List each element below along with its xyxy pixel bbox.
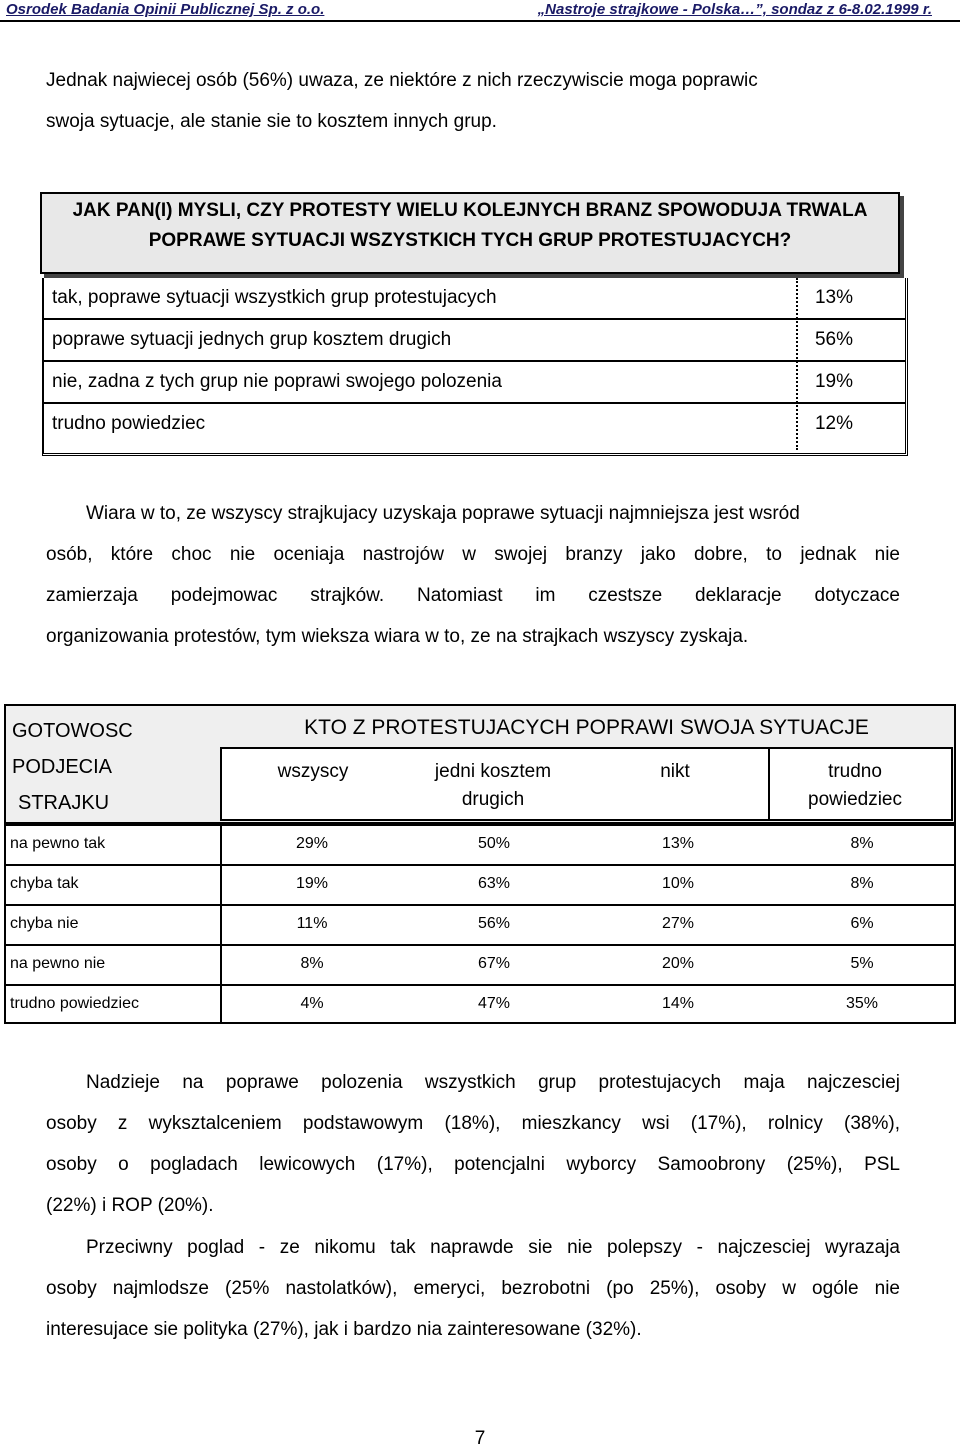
row-label: chyba tak	[10, 875, 79, 892]
paragraph-line	[46, 1227, 900, 1268]
paragraph-line: interesujace sie polityka (27%), jak i bardzo nia zainteresowane (32%).	[46, 1319, 642, 1340]
page-number: 7	[474, 1428, 486, 1449]
table-row	[4, 984, 956, 1024]
cell: 29%	[295, 835, 329, 852]
table2-left-label: PODJECIA	[12, 756, 113, 778]
answer-value: 13%	[814, 287, 854, 308]
cell: 4%	[300, 995, 324, 1012]
column-header: trudno powiedziec	[808, 761, 902, 810]
question-row	[44, 362, 906, 404]
intro-line: Jednak najwiecej osób (56%) uwaza, ze niektóre z nich rzeczywiscie moga poprawic	[46, 70, 758, 91]
intro-paragraph	[46, 60, 900, 142]
table-row	[4, 824, 956, 864]
cell: 14%	[661, 995, 695, 1012]
row-label: chyba nie	[10, 915, 79, 932]
cell: 56%	[477, 915, 511, 932]
cell: 8%	[300, 955, 324, 972]
column-header: nikt	[660, 761, 690, 782]
paragraph-opposite	[46, 1227, 900, 1350]
column-header: wszyscy	[277, 761, 349, 782]
cell: 5%	[850, 955, 874, 972]
cell: 47%	[477, 995, 511, 1012]
cell: 20%	[661, 955, 695, 972]
cell: 11%	[296, 915, 328, 932]
table-row	[4, 864, 956, 904]
cell: 10%	[661, 875, 695, 892]
answer-label: nie, zadna z tych grup nie poprawi swojego polozenia	[52, 371, 502, 392]
cell: 8%	[850, 835, 874, 852]
paragraph-line	[46, 1062, 900, 1103]
answer-value: 56%	[814, 329, 854, 350]
column-header: jedni kosztem drugich	[434, 761, 552, 810]
table-row	[4, 904, 956, 944]
intro-line: swoja sytuacje, ale stanie sie to kosztem innych grup.	[46, 111, 497, 132]
table-row	[4, 944, 956, 984]
cell: 27%	[661, 915, 695, 932]
cell: 67%	[477, 955, 511, 972]
paragraph-text: Przeciwny poglad - ze nikomu tak naprawde sie nie polepszy - najczesciej wyrazaja	[86, 1237, 900, 1258]
header-survey: „Nastroje strajkowe - Polska…”, sondaz z 6-8.02.1999 r.	[537, 1, 932, 18]
paragraph-line: osób, które choc nie oceniaja nastrojów w swojej branzy jako dobre, to jednak nie	[46, 544, 900, 565]
question-row	[44, 320, 906, 362]
paragraph-line: zamierzaja podejmowac strajków. Natomiast im czestsze deklaracje dotyczace	[46, 585, 900, 606]
paragraph-line	[46, 493, 900, 534]
page-header	[0, 0, 960, 22]
cell: 63%	[477, 875, 511, 892]
answer-value: 12%	[814, 413, 854, 434]
question-title: JAK PAN(I) MYSLI, CZY PROTESTY WIELU KOLEJNYCH BRANZ SPOWODUJA TRWALA POPRAWE SYTUACJI WSZYSTKICH TYCH GRUP PROTESTUJACYCH?	[40, 192, 900, 274]
table2-left-label: GOTOWOSC	[12, 720, 133, 742]
paragraph-text: Wiara w to, ze wszyscy strajkujacy uzyskaja poprawe sytuacji najmniejsza jest wsród	[86, 503, 800, 524]
cell: 35%	[845, 995, 879, 1012]
table2-left-label: STRAJKU	[18, 792, 110, 814]
answer-label: tak, poprawe sytuacji wszystkich grup protestujacych	[52, 287, 497, 308]
cell: 6%	[850, 915, 874, 932]
paragraph-hopes	[46, 1062, 900, 1226]
header-org: Osrodek Badania Opinii Publicznej Sp. z o.o.	[6, 1, 325, 18]
column-divider	[220, 824, 222, 1024]
paragraph-line: osoby najmlodsze (25% nastolatków), emeryci, bezrobotni (po 25%), osoby w ogóle nie	[46, 1278, 900, 1299]
row-label: na pewno tak	[10, 835, 106, 852]
question-row	[44, 278, 906, 320]
paragraph-line: organizowania protestów, tym wieksza wiara w to, ze na strajkach wszyscy zyskaja.	[46, 626, 749, 647]
paragraph-line: (22%) i ROP (20%).	[46, 1195, 214, 1216]
cell: 8%	[850, 875, 874, 892]
paragraph-text: Nadzieje na poprawe polozenia wszystkich grup protestujacych maja najczesciej	[86, 1072, 900, 1093]
answer-label: poprawe sytuacji jednych grup kosztem drugich	[52, 329, 452, 350]
row-label: na pewno nie	[10, 955, 106, 972]
paragraph-line: osoby o pogladach lewicowych (17%), potencjalni wyborcy Samoobrony (25%), PSL	[46, 1154, 900, 1175]
cell: 50%	[477, 835, 511, 852]
paragraph-belief	[46, 493, 900, 657]
table2-title: KTO Z PROTESTUJACYCH POPRAWI SWOJA SYTUACJE	[304, 716, 869, 739]
answer-value: 19%	[814, 371, 854, 392]
answer-label: trudno powiedziec	[52, 413, 206, 434]
cell: 13%	[661, 835, 695, 852]
row-label: trudno powiedziec	[10, 995, 139, 1012]
question-row	[44, 404, 906, 446]
cell: 19%	[295, 875, 329, 892]
paragraph-line: osoby z wyksztalceniem podstawowym (18%), mieszkancy wsi (17%), rolnicy (38%),	[46, 1113, 900, 1134]
question-table	[42, 278, 908, 456]
